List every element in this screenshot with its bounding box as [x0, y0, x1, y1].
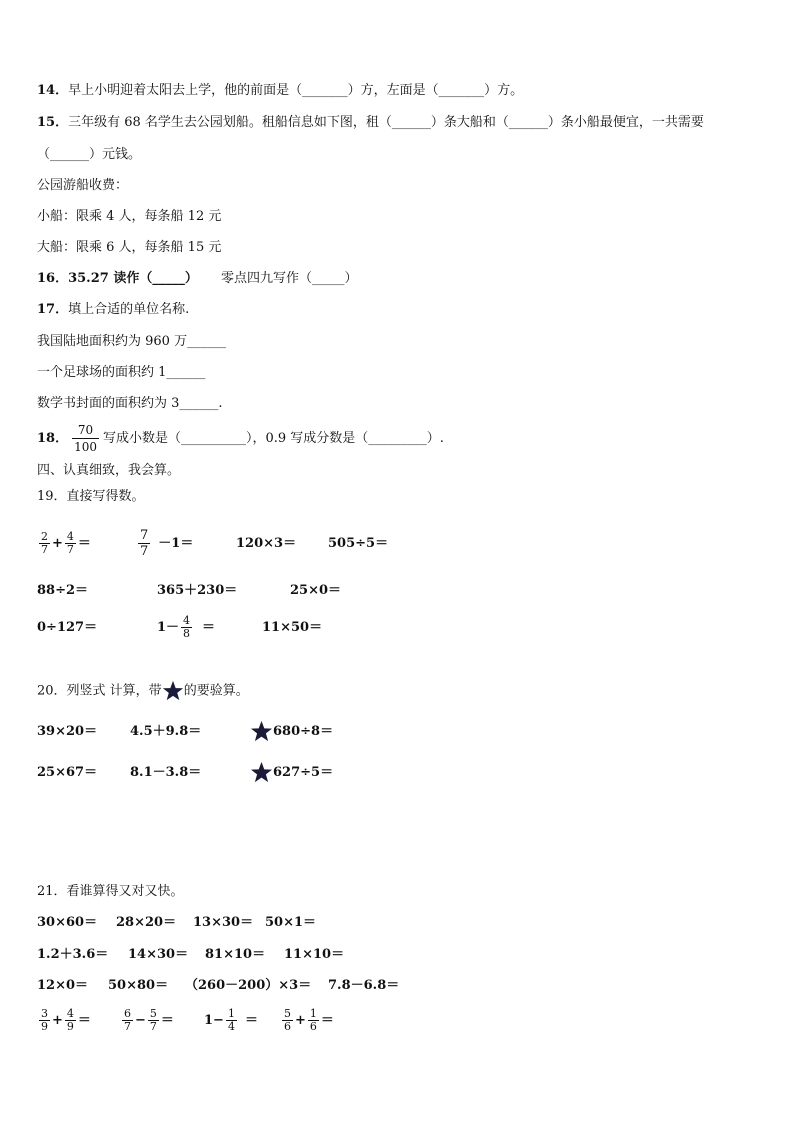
question-21-title: 21．看谁算得又对又快。 — [37, 884, 184, 899]
star-icon — [250, 761, 273, 784]
expr-25x67: 25×67＝ — [37, 765, 98, 780]
question-16 — [37, 270, 198, 288]
fraction-denominator: 4 — [227, 1020, 235, 1033]
expr-4.5plus9.8: 4.5＋9.8＝ — [130, 724, 202, 739]
question-17-a: 我国陆地面积约为 960 万______ — [37, 334, 227, 349]
equals: ＝ — [77, 536, 91, 551]
expr-2-7-plus-4-7 — [37, 526, 91, 562]
operator: + — [295, 1013, 306, 1028]
question-text: 写成小数是（__________），0.9 写成分数是（_________）. — [103, 431, 444, 446]
expr-39x20: 39×20＝ — [37, 724, 98, 739]
star-icon — [162, 680, 184, 702]
fraction-numerator: 6 — [124, 1007, 131, 1020]
expr-11x50: 11×50＝ — [262, 620, 323, 635]
title-prefix: 20．列竖式 计算，带 — [37, 683, 162, 699]
question-15-line2: （______）元钱。 — [37, 147, 142, 162]
question-17 — [37, 301, 189, 319]
fraction-numerator: 7 — [140, 528, 149, 543]
fraction-numerator: 4 — [66, 530, 74, 543]
fraction — [181, 615, 192, 640]
equals: ＝ — [320, 1013, 334, 1028]
fraction-denominator: 7 — [124, 1020, 131, 1033]
fraction — [65, 531, 76, 556]
expr-25x0: 25×0＝ — [290, 583, 342, 598]
fraction-numerator: 2 — [41, 530, 48, 543]
expr-680div8 — [250, 720, 333, 744]
fraction-numerator: 4 — [183, 614, 191, 627]
expr-11x10: 11×10＝ — [284, 947, 345, 962]
question-number: 17． — [37, 302, 69, 317]
section-4-heading: 四、认真细致，我会算。 — [37, 463, 181, 478]
expr-50x1: 50×1＝ — [265, 915, 317, 930]
expr-0div127: 0÷127＝ — [37, 620, 98, 635]
expr-365plus230: 365＋230＝ — [157, 583, 238, 598]
expr-28x20: 28×20＝ — [116, 915, 177, 930]
expr-6-7-minus-5-7 — [120, 1003, 174, 1039]
question-17-b: 一个足球场的面积约 1______ — [37, 365, 206, 380]
fraction — [226, 1008, 237, 1033]
fraction-denominator: 7 — [140, 544, 149, 559]
question-14 — [37, 82, 523, 100]
fraction-denominator: 8 — [183, 627, 191, 640]
expr-12x0: 12×0＝ — [37, 978, 89, 993]
question-number: 14． — [37, 83, 69, 98]
equals: ＝ — [160, 1013, 174, 1028]
star-icon — [250, 720, 273, 743]
fraction — [138, 528, 150, 559]
expr-88div2: 88÷2＝ — [37, 583, 89, 598]
question-19-title: 19．直接写得数。 — [37, 489, 145, 504]
expr-8.1minus3.8: 8.1－3.8＝ — [130, 765, 202, 780]
question-20-title — [37, 680, 249, 703]
big-boat-info: 大船：限乘 6 人，每条船 15 元 — [37, 240, 222, 255]
question-text: 填上合适的单位名称. — [68, 302, 190, 317]
question-17-c: 数学书封面的面积约为 3______. — [37, 396, 223, 411]
title-suffix: 的要验算。 — [183, 683, 249, 699]
fee-title: 公园游船收费： — [37, 178, 129, 193]
fraction — [308, 1008, 319, 1033]
question-text: 早上小明迎着太阳去上学，他的前面是（_______）方，左面是（_______）方。 — [68, 83, 524, 98]
fraction-denominator: 7 — [41, 543, 48, 556]
fraction-70-100 — [72, 422, 99, 455]
expr-7-7-minus-1 — [136, 526, 193, 562]
fraction-numerator: 70 — [77, 423, 94, 437]
fraction-numerator: 1 — [227, 1007, 235, 1020]
operator: + — [52, 536, 63, 551]
question-number: 16． — [37, 271, 69, 286]
question-part-1: 35.27 读作（_____） — [68, 271, 198, 286]
fraction — [148, 1008, 159, 1033]
fraction-denominator: 7 — [66, 543, 74, 556]
expr-rest: －1＝ — [158, 536, 194, 551]
fraction — [65, 1008, 76, 1033]
fraction-denominator: 6 — [309, 1020, 317, 1033]
expr-1.2plus3.6: 1.2＋3.6＝ — [37, 947, 109, 962]
expr-81x10: 81×10＝ — [205, 947, 266, 962]
fraction — [39, 531, 50, 556]
expr-260minus200x3: （260－200）×3＝ — [185, 978, 312, 993]
question-text: 三年级有 68 名学生去公园划船。租船信息如下图，租（______）条大船和（______）条小船最便宜，一共需要 — [68, 115, 704, 130]
question-16-part-2: 零点四九写作（_____） — [221, 271, 358, 286]
question-18 — [37, 420, 444, 458]
small-boat-info: 小船：限乘 4 人，每条船 12 元 — [37, 209, 222, 224]
expr-7.8minus6.8: 7.8－6.8＝ — [328, 978, 400, 993]
question-number: 18． — [37, 431, 69, 446]
expr-5-6-plus-1-6 — [280, 1003, 334, 1039]
expr-50x80: 50×80＝ — [108, 978, 169, 993]
expr-120x3: 120×3＝ — [236, 536, 297, 551]
expr-30x60: 30×60＝ — [37, 915, 98, 930]
fraction — [282, 1008, 293, 1033]
operator: − — [135, 1013, 146, 1028]
expr-3-9-plus-4-9 — [37, 1003, 91, 1039]
fraction-denominator: 100 — [74, 440, 97, 454]
expr-text: 680÷8＝ — [273, 724, 334, 739]
expr-505div5: 505÷5＝ — [328, 536, 389, 551]
expr-627div5 — [250, 761, 333, 785]
fraction-denominator: 9 — [41, 1020, 48, 1033]
fraction-denominator: 7 — [149, 1020, 157, 1033]
expr-text: 627÷5＝ — [273, 765, 334, 780]
expr-prefix: 1－ — [157, 620, 180, 635]
operator: + — [52, 1013, 63, 1028]
fraction-numerator: 4 — [66, 1007, 74, 1020]
expr-1-minus-4-8 — [157, 610, 215, 646]
equals: ＝ — [77, 1013, 91, 1028]
question-15 — [37, 114, 704, 132]
fraction-numerator: 5 — [149, 1007, 157, 1020]
fraction-numerator: 1 — [309, 1007, 317, 1020]
fraction-denominator: 6 — [284, 1020, 291, 1033]
fraction-numerator: 3 — [41, 1007, 48, 1020]
expr-1-minus-1-4 — [204, 1003, 258, 1039]
question-number: 15． — [37, 115, 69, 130]
equals: ＝ — [244, 1013, 258, 1028]
equals: ＝ — [202, 620, 216, 635]
fraction — [39, 1008, 50, 1033]
fraction — [122, 1008, 133, 1033]
fraction-numerator: 5 — [284, 1007, 291, 1020]
expr-13x30: 13×30＝ — [193, 915, 254, 930]
expr-prefix: 1− — [204, 1013, 224, 1028]
fraction-denominator: 9 — [66, 1020, 74, 1033]
expr-14x30: 14×30＝ — [128, 947, 189, 962]
